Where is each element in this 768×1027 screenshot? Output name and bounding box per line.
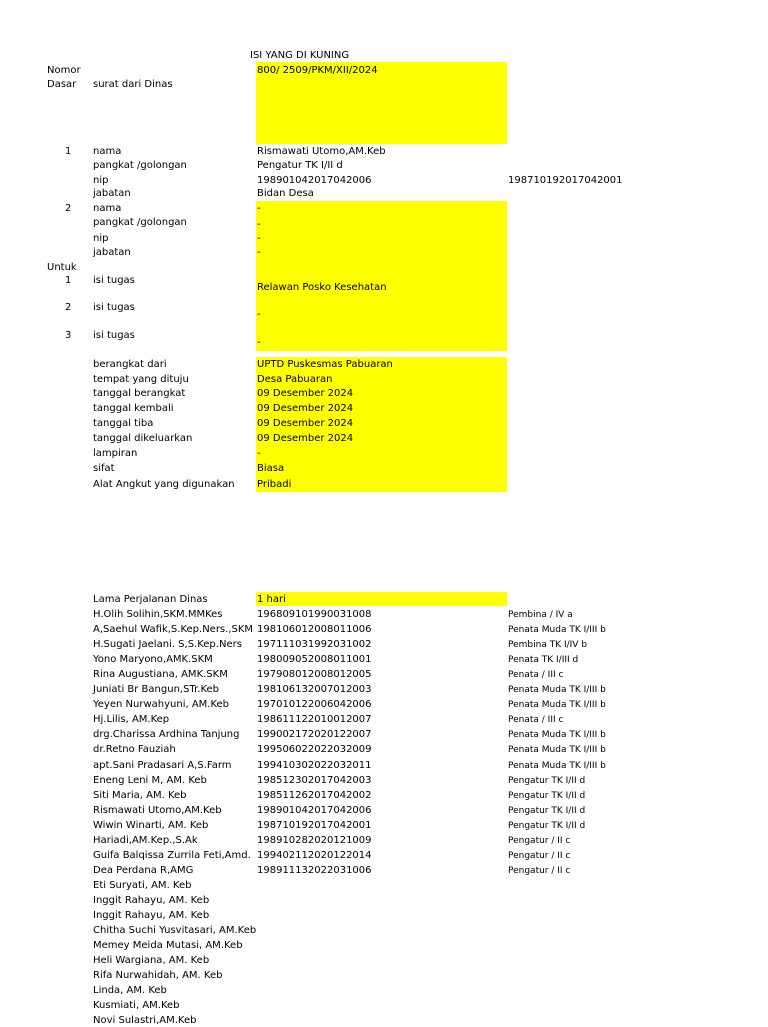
- person1-rank-label: pangkat /golongan: [93, 160, 187, 171]
- staff-rank[interactable]: Penata Muda TK I/III b: [508, 625, 606, 635]
- staff-name[interactable]: Juniati Br Bangun,STr.Keb: [93, 684, 220, 695]
- staff-rank[interactable]: Pengatur TK I/II d: [508, 791, 586, 801]
- person2-rank-label: pangkat /golongan: [93, 217, 187, 228]
- staff-rank[interactable]: Penata Muda TK I/III b: [508, 700, 606, 710]
- tugas3-number: 3: [65, 330, 72, 341]
- trip-label-tanggal-tiba: tanggal tiba: [93, 418, 154, 429]
- staff-name[interactable]: dr.Retno Fauziah: [93, 744, 176, 755]
- staff-name[interactable]: A,Saehul Wafik,S.Kep.Ners.,SKM: [93, 624, 254, 635]
- trip-value-alat-angkut[interactable]: Pribadi: [257, 479, 292, 490]
- staff-nip[interactable]: 198910282020121009: [257, 835, 372, 846]
- staff-name[interactable]: Dea Perdana R,AMG: [93, 865, 194, 876]
- staff-name[interactable]: Hariadi,AM.Kep.,S.Ak: [93, 835, 198, 846]
- staff-name[interactable]: Guifa Balqissa Zurrila Feti,Amd.: [93, 850, 251, 861]
- staff-nip[interactable]: 198911132022031006: [257, 865, 372, 876]
- trip-label-berangkat-dari: berangkat dari: [93, 359, 167, 370]
- staff-rank[interactable]: Penata / III c: [508, 670, 564, 680]
- person1-jabatan-value[interactable]: Bidan Desa: [257, 188, 314, 199]
- tugas3-value[interactable]: -: [257, 337, 261, 348]
- staff-name[interactable]: Hj.Lilis, AM.Kep: [93, 714, 170, 725]
- staff-nip[interactable]: 197908012008012005: [257, 669, 372, 680]
- tugas3-label: isi tugas: [93, 330, 135, 341]
- staff-rank[interactable]: Penata / III c: [508, 715, 564, 725]
- trip-value-tempat-dituju[interactable]: Desa Pabuaran: [257, 374, 333, 385]
- staff-rank[interactable]: Pengatur TK I/II d: [508, 821, 586, 831]
- staff-rank[interactable]: Penata Muda TK I/III b: [508, 745, 606, 755]
- staff-rank[interactable]: Pembina TK I/IV b: [508, 640, 588, 650]
- staff-name[interactable]: Wiwin Winarti, AM. Keb: [93, 820, 209, 831]
- person2-nip-value[interactable]: -: [257, 233, 261, 244]
- staff-name[interactable]: Linda, AM. Keb: [93, 985, 167, 996]
- staff-name[interactable]: apt.Sani Pradasari A,S.Farm: [93, 760, 232, 771]
- dasar-field-label: surat dari Dinas: [93, 79, 173, 90]
- person2-jabatan-label: jabatan: [93, 247, 131, 258]
- staff-nip[interactable]: 197111031992031002: [257, 639, 372, 650]
- person2-jabatan-value[interactable]: -: [257, 247, 261, 258]
- staff-rank[interactable]: Pengatur TK I/II d: [508, 806, 586, 816]
- person2-name-label: nama: [93, 203, 122, 214]
- staff-name[interactable]: Novi Sulastri,AM.Keb: [93, 1015, 197, 1026]
- staff-rank[interactable]: Pengatur / II c: [508, 836, 571, 846]
- staff-nip[interactable]: 199506022022032009: [257, 744, 372, 755]
- trip-label-tanggal-dikeluarkan: tanggal dikeluarkan: [93, 433, 193, 444]
- staff-name[interactable]: Yeyen Nurwahyuni, AM.Keb: [93, 699, 230, 710]
- staff-rank[interactable]: Penata Muda TK I/III b: [508, 685, 606, 695]
- person2-number: 2: [65, 203, 72, 214]
- trip-label-tanggal-kembali: tanggal kembali: [93, 403, 174, 414]
- nomor-label: Nomor: [47, 65, 81, 76]
- trip-label-alat-angkut: Alat Angkut yang digunakan: [93, 479, 235, 490]
- person1-rank-value[interactable]: Pengatur TK I/II d: [257, 160, 343, 171]
- person1-name-label: nama: [93, 146, 122, 157]
- lama-label: Lama Perjalanan Dinas: [93, 594, 208, 605]
- staff-rank[interactable]: Penata Muda TK I/III b: [508, 761, 606, 771]
- person1-nip-value[interactable]: 198901042017042006: [257, 175, 372, 186]
- tugas1-value[interactable]: Relawan Posko Kesehatan: [257, 282, 387, 293]
- staff-rank[interactable]: Pembina / IV a: [508, 610, 573, 620]
- trip-label-tanggal-berangkat: tanggal berangkat: [93, 388, 186, 399]
- sheet-header: ISI YANG DI KUNING: [250, 50, 350, 61]
- tugas2-number: 2: [65, 302, 72, 313]
- staff-nip[interactable]: 199410302022032011: [257, 760, 372, 771]
- tugas1-label: isi tugas: [93, 275, 135, 286]
- trip-value-tanggal-kembali[interactable]: 09 Desember 2024: [257, 403, 354, 414]
- trip-value-tanggal-dikeluarkan[interactable]: 09 Desember 2024: [257, 433, 354, 444]
- person2-name-value[interactable]: -: [257, 203, 261, 214]
- staff-name[interactable]: drg.Charissa Ardhina Tanjung: [93, 729, 240, 740]
- staff-name[interactable]: Rina Augustiana, AMK.SKM: [93, 669, 228, 680]
- staff-nip[interactable]: 198009052008011001: [257, 654, 372, 665]
- staff-name[interactable]: Eti Suryati, AM. Keb: [93, 880, 192, 891]
- staff-name[interactable]: Inggit Rahayu, AM. Keb: [93, 895, 210, 906]
- staff-nip[interactable]: 197010122006042006: [257, 699, 372, 710]
- staff-nip[interactable]: 196809101990031008: [257, 609, 372, 620]
- staff-nip[interactable]: 198512302017042003: [257, 775, 372, 786]
- tugas1-number: 1: [65, 275, 72, 286]
- staff-name[interactable]: Siti Maria, AM. Keb: [93, 790, 187, 801]
- staff-nip[interactable]: 199002172020122007: [257, 729, 372, 740]
- trip-value-sifat[interactable]: Biasa: [257, 463, 285, 474]
- staff-rank[interactable]: Penata Muda TK I/III b: [508, 730, 606, 740]
- staff-name[interactable]: Yono Maryono,AMK.SKM: [93, 654, 213, 665]
- staff-name[interactable]: Rismawati Utomo,AM.Keb: [93, 805, 222, 816]
- trip-value-tanggal-berangkat[interactable]: 09 Desember 2024: [257, 388, 354, 399]
- staff-nip[interactable]: 198106012008011006: [257, 624, 372, 635]
- staff-nip[interactable]: 198901042017042006: [257, 805, 372, 816]
- person1-number: 1: [65, 146, 72, 157]
- trip-label-tempat-dituju: tempat yang dituju: [93, 374, 189, 385]
- staff-rank[interactable]: Pengatur TK I/II d: [508, 776, 586, 786]
- person1-nip-extra[interactable]: 198710192017042001: [508, 175, 623, 186]
- staff-name[interactable]: H.Olih Solihin,SKM.MMKes: [93, 609, 223, 620]
- staff-nip[interactable]: 198611122010012007: [257, 714, 372, 725]
- staff-rank[interactable]: Pengatur / II c: [508, 866, 571, 876]
- staff-name[interactable]: H.Sugati Jaelani. S,S.Kep.Ners: [93, 639, 242, 650]
- staff-nip[interactable]: 198106132007012003: [257, 684, 372, 695]
- person2-highlight: [256, 201, 507, 259]
- staff-name[interactable]: Kusmiati, AM.Keb: [93, 1000, 180, 1011]
- tugas-highlight: [256, 259, 507, 351]
- trip-label-sifat: sifat: [93, 463, 115, 474]
- staff-nip[interactable]: 198710192017042001: [257, 820, 372, 831]
- staff-rank[interactable]: Penata TK I/III d: [508, 655, 579, 665]
- lama-value[interactable]: 1 hari: [257, 594, 286, 605]
- staff-name[interactable]: Memey Meida Mutasi, AM.Keb: [93, 940, 243, 951]
- staff-name[interactable]: Heli Wargiana, AM. Keb: [93, 955, 210, 966]
- person1-jabatan-label: jabatan: [93, 188, 131, 199]
- staff-nip[interactable]: 199402112020122014: [257, 850, 372, 861]
- person2-nip-label: nip: [93, 233, 109, 244]
- untuk-label: Untuk: [47, 262, 77, 273]
- person1-nip-label: nip: [93, 175, 109, 186]
- tugas2-value[interactable]: -: [257, 309, 261, 320]
- dasar-label: Dasar: [47, 79, 77, 90]
- trip-value-tanggal-tiba[interactable]: 09 Desember 2024: [257, 418, 354, 429]
- staff-name[interactable]: Rifa Nurwahidah, AM. Keb: [93, 970, 223, 981]
- staff-rank[interactable]: Pengatur / II c: [508, 851, 571, 861]
- person2-rank-value[interactable]: -: [257, 219, 261, 230]
- nomor-value[interactable]: 800/ 2509/PKM/XII/2024: [257, 65, 378, 76]
- lama-highlight: [256, 592, 507, 606]
- staff-name[interactable]: Chitha Suchi Yusvitasari, AM.Keb: [93, 925, 257, 936]
- staff-name[interactable]: Eneng Leni M, AM. Keb: [93, 775, 207, 786]
- staff-nip[interactable]: 198511262017042002: [257, 790, 372, 801]
- person1-name-value[interactable]: Rismawati Utomo,AM.Keb: [257, 146, 386, 157]
- trip-value-lampiran[interactable]: -: [257, 448, 261, 459]
- trip-value-berangkat-dari[interactable]: UPTD Puskesmas Pabuaran: [257, 359, 393, 370]
- trip-label-lampiran: lampiran: [93, 448, 138, 459]
- tugas2-label: isi tugas: [93, 302, 135, 313]
- staff-name[interactable]: Inggit Rahayu, AM. Keb: [93, 910, 210, 921]
